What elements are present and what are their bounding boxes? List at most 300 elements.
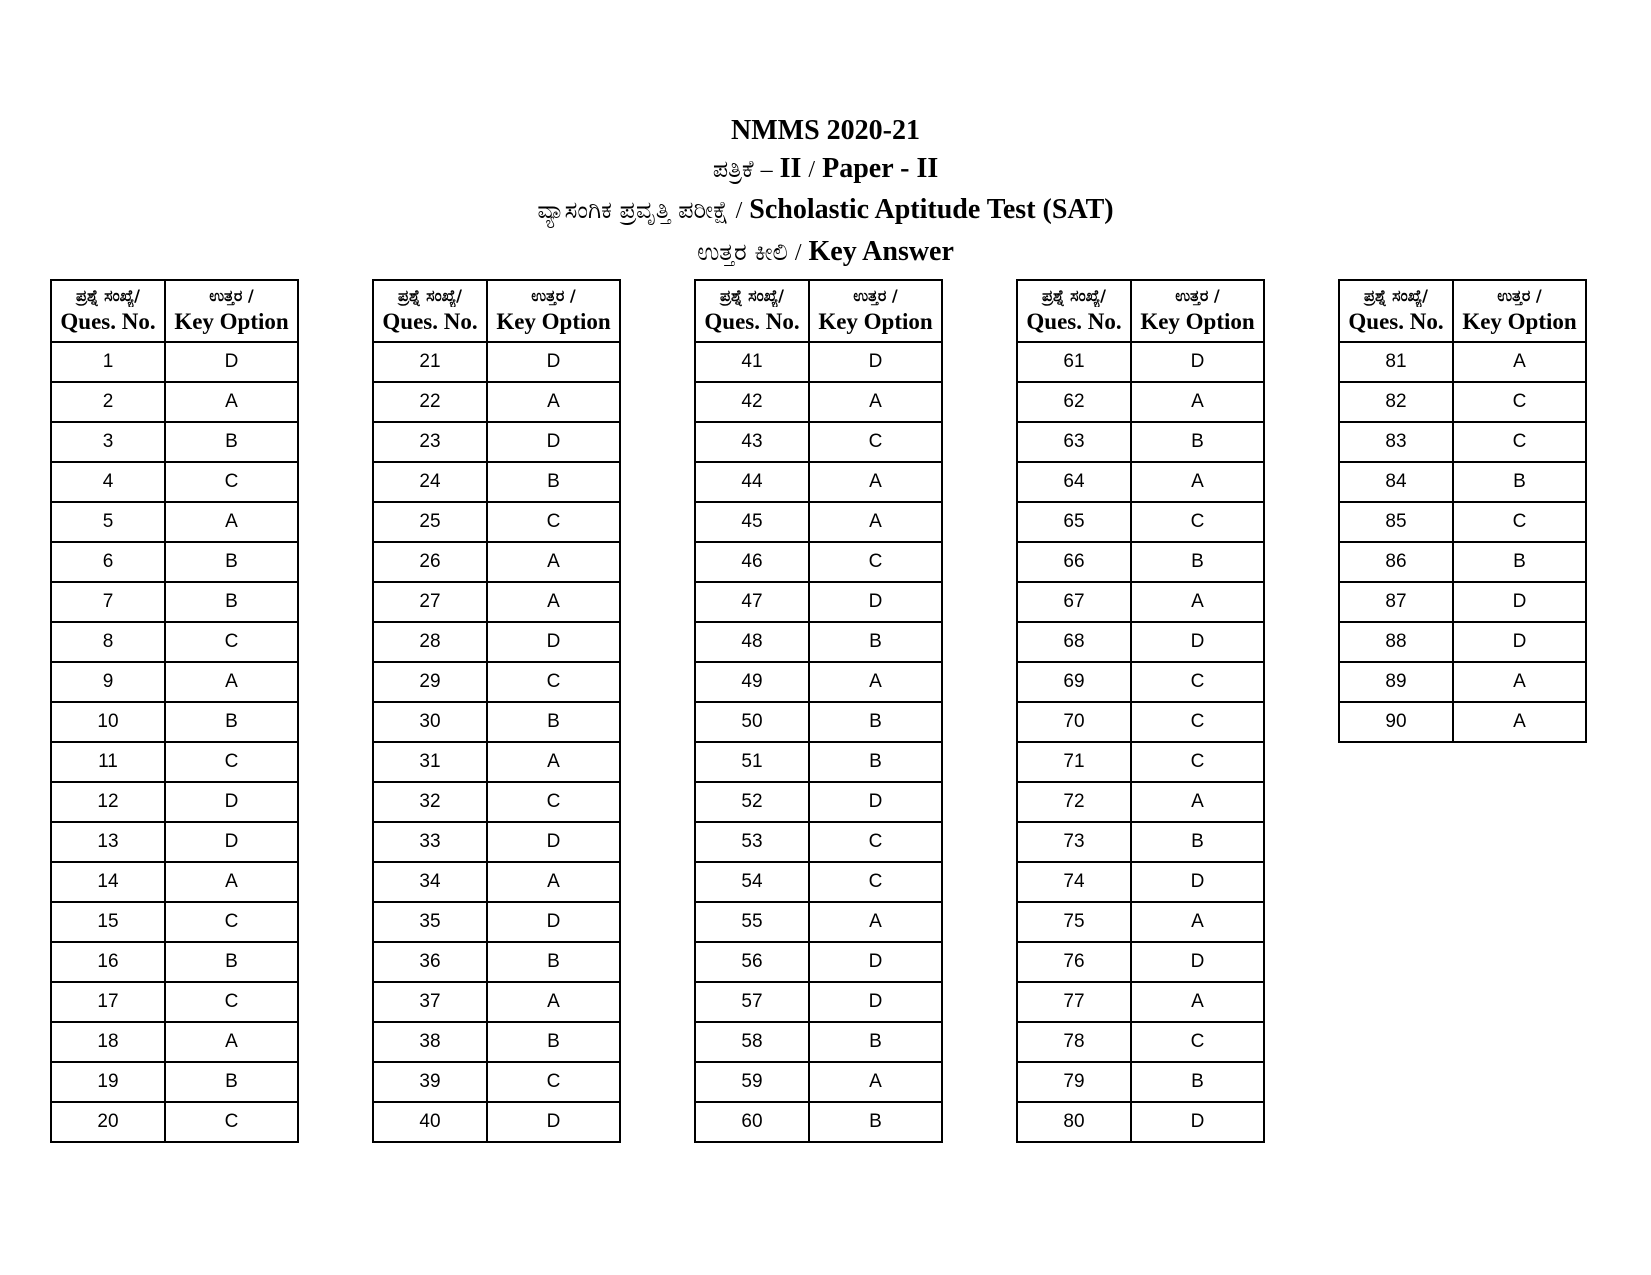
question-number-cell: 40 bbox=[373, 1102, 487, 1142]
question-number-cell: 79 bbox=[1017, 1062, 1131, 1102]
key-option-cell: C bbox=[487, 662, 620, 702]
question-number-cell: 36 bbox=[373, 942, 487, 982]
table-row bbox=[695, 1102, 942, 1142]
question-number-cell: 88 bbox=[1339, 622, 1453, 662]
key-option-cell: A bbox=[487, 862, 620, 902]
table-row bbox=[373, 1102, 620, 1142]
table-row bbox=[373, 582, 620, 622]
table-row bbox=[51, 862, 298, 902]
table-row bbox=[1339, 582, 1586, 622]
table-row bbox=[1017, 942, 1264, 982]
key-option-cell: D bbox=[1131, 942, 1264, 982]
table-row bbox=[373, 542, 620, 582]
key-option-cell: A bbox=[1453, 342, 1586, 382]
table-row bbox=[373, 862, 620, 902]
key-option-cell: A bbox=[165, 382, 298, 422]
question-number-cell: 4 bbox=[51, 462, 165, 502]
question-number-cell: 24 bbox=[373, 462, 487, 502]
key-option-cell: B bbox=[1131, 422, 1264, 462]
test-title-kannada: ವ್ಯಾಸಂಗಿಕ ಪ್ರವೃತ್ತಿ ಪರೀಕ್ಷೆ bbox=[537, 196, 729, 224]
question-number-cell: 49 bbox=[695, 662, 809, 702]
question-number-cell: 18 bbox=[51, 1022, 165, 1062]
table-row bbox=[1017, 862, 1264, 902]
question-number-cell: 25 bbox=[373, 502, 487, 542]
key-title-separator: / bbox=[794, 240, 802, 266]
key-option-header-kannada: ಉತ್ತರ / bbox=[1175, 286, 1220, 305]
table-row bbox=[1339, 542, 1586, 582]
question-number-cell: 26 bbox=[373, 542, 487, 582]
table-header-row bbox=[373, 280, 620, 342]
key-option-cell: B bbox=[487, 462, 620, 502]
key-option-cell: A bbox=[1453, 702, 1586, 742]
table-row bbox=[695, 342, 942, 382]
question-number-header-kannada: ಪ್ರಶ್ನೆ ಸಂಖ್ಯೆ/ bbox=[397, 286, 463, 305]
table-row bbox=[1339, 462, 1586, 502]
answer-table-5 bbox=[1338, 279, 1587, 743]
question-number-cell: 47 bbox=[695, 582, 809, 622]
question-number-cell: 69 bbox=[1017, 662, 1131, 702]
question-number-cell: 3 bbox=[51, 422, 165, 462]
key-option-cell: B bbox=[809, 622, 942, 662]
question-number-cell: 50 bbox=[695, 702, 809, 742]
table-row bbox=[373, 1022, 620, 1062]
table-row bbox=[373, 982, 620, 1022]
key-option-header-kannada: ಉತ್ತರ / bbox=[1497, 286, 1542, 305]
key-option-cell: D bbox=[1131, 862, 1264, 902]
table-row bbox=[695, 382, 942, 422]
question-number-cell: 77 bbox=[1017, 982, 1131, 1022]
key-option-cell: A bbox=[1131, 582, 1264, 622]
key-option-cell: A bbox=[1131, 902, 1264, 942]
question-number-cell: 28 bbox=[373, 622, 487, 662]
question-number-cell: 68 bbox=[1017, 622, 1131, 662]
question-number-cell: 87 bbox=[1339, 582, 1453, 622]
key-option-cell: B bbox=[1453, 542, 1586, 582]
key-option-cell: D bbox=[809, 942, 942, 982]
key-title-kannada: ಉತ್ತರ ಕೀಲಿ bbox=[697, 238, 788, 266]
question-number-cell: 54 bbox=[695, 862, 809, 902]
question-number-cell: 8 bbox=[51, 622, 165, 662]
question-number-cell: 1 bbox=[51, 342, 165, 382]
key-option-cell: A bbox=[809, 382, 942, 422]
key-option-cell: C bbox=[487, 502, 620, 542]
question-number-cell: 76 bbox=[1017, 942, 1131, 982]
table-row bbox=[373, 382, 620, 422]
key-option-cell: A bbox=[165, 662, 298, 702]
question-number-cell: 80 bbox=[1017, 1102, 1131, 1142]
table-row bbox=[373, 622, 620, 662]
key-option-cell: A bbox=[809, 502, 942, 542]
question-number-header-english: Ques. No. bbox=[60, 309, 156, 334]
table-row bbox=[1017, 422, 1264, 462]
question-number-cell: 7 bbox=[51, 582, 165, 622]
key-option-cell: D bbox=[487, 902, 620, 942]
table-row bbox=[373, 662, 620, 702]
question-number-cell: 82 bbox=[1339, 382, 1453, 422]
key-option-cell: A bbox=[1131, 982, 1264, 1022]
table-row bbox=[1339, 342, 1586, 382]
table-row bbox=[51, 502, 298, 542]
question-number-cell: 90 bbox=[1339, 702, 1453, 742]
table-row bbox=[695, 1022, 942, 1062]
table-row bbox=[695, 542, 942, 582]
table-header-row bbox=[1339, 280, 1586, 342]
table-row bbox=[51, 582, 298, 622]
question-number-cell: 74 bbox=[1017, 862, 1131, 902]
key-option-cell: C bbox=[165, 742, 298, 782]
key-option-header-kannada: ಉತ್ತರ / bbox=[531, 286, 576, 305]
table-row bbox=[1017, 582, 1264, 622]
key-option-cell: B bbox=[1131, 1062, 1264, 1102]
key-option-cell: C bbox=[487, 782, 620, 822]
question-number-cell: 65 bbox=[1017, 502, 1131, 542]
key-option-cell: B bbox=[1131, 822, 1264, 862]
table-row bbox=[1017, 1102, 1264, 1142]
question-number-cell: 66 bbox=[1017, 542, 1131, 582]
key-option-header bbox=[809, 280, 942, 342]
key-option-cell: C bbox=[1453, 422, 1586, 462]
question-number-cell: 32 bbox=[373, 782, 487, 822]
key-option-header-english: Key Option bbox=[818, 309, 933, 334]
paper-title bbox=[0, 150, 1651, 188]
key-title-english: Key Answer bbox=[808, 236, 954, 267]
table-header-row bbox=[51, 280, 298, 342]
key-option-cell: C bbox=[1131, 1022, 1264, 1062]
question-number-cell: 38 bbox=[373, 1022, 487, 1062]
key-option-cell: A bbox=[487, 742, 620, 782]
table-row bbox=[695, 502, 942, 542]
key-option-cell: B bbox=[1453, 462, 1586, 502]
key-option-cell: D bbox=[809, 782, 942, 822]
table-row bbox=[51, 622, 298, 662]
table-row bbox=[51, 942, 298, 982]
question-number-header bbox=[51, 280, 165, 342]
question-number-header-english: Ques. No. bbox=[382, 309, 478, 334]
question-number-cell: 81 bbox=[1339, 342, 1453, 382]
key-option-cell: D bbox=[165, 342, 298, 382]
question-number-cell: 70 bbox=[1017, 702, 1131, 742]
table-row bbox=[373, 782, 620, 822]
key-option-header bbox=[487, 280, 620, 342]
question-number-cell: 14 bbox=[51, 862, 165, 902]
table-row bbox=[373, 902, 620, 942]
test-title-separator: / bbox=[735, 198, 743, 224]
key-option-cell: D bbox=[809, 982, 942, 1022]
key-option-cell: B bbox=[165, 942, 298, 982]
question-number-header-english: Ques. No. bbox=[1026, 309, 1122, 334]
key-option-header bbox=[165, 280, 298, 342]
question-number-cell: 64 bbox=[1017, 462, 1131, 502]
question-number-header-kannada: ಪ್ರಶ್ನೆ ಸಂಖ್ಯೆ/ bbox=[75, 286, 141, 305]
question-number-cell: 58 bbox=[695, 1022, 809, 1062]
key-option-cell: D bbox=[487, 822, 620, 862]
key-option-cell: D bbox=[1453, 622, 1586, 662]
question-number-cell: 61 bbox=[1017, 342, 1131, 382]
question-number-cell: 73 bbox=[1017, 822, 1131, 862]
key-option-cell: D bbox=[165, 822, 298, 862]
key-option-cell: A bbox=[1131, 382, 1264, 422]
key-option-header-english: Key Option bbox=[496, 309, 611, 334]
table-row bbox=[1339, 622, 1586, 662]
table-row bbox=[695, 782, 942, 822]
table-row bbox=[51, 982, 298, 1022]
key-option-header-english: Key Option bbox=[1140, 309, 1255, 334]
table-row bbox=[695, 582, 942, 622]
key-option-header bbox=[1131, 280, 1264, 342]
key-option-cell: A bbox=[487, 582, 620, 622]
exam-title: NMMS 2020-21 bbox=[731, 115, 920, 146]
answer-table-1 bbox=[50, 279, 299, 1143]
question-number-header-english: Ques. No. bbox=[1348, 309, 1444, 334]
question-number-cell: 75 bbox=[1017, 902, 1131, 942]
table-row bbox=[373, 502, 620, 542]
key-option-cell: C bbox=[165, 902, 298, 942]
table-row bbox=[695, 862, 942, 902]
test-title-english: Scholastic Aptitude Test (SAT) bbox=[749, 194, 1114, 225]
question-number-cell: 86 bbox=[1339, 542, 1453, 582]
key-option-cell: B bbox=[809, 702, 942, 742]
table-row bbox=[1017, 622, 1264, 662]
key-option-cell: D bbox=[487, 1102, 620, 1142]
question-number-cell: 89 bbox=[1339, 662, 1453, 702]
key-option-cell: D bbox=[487, 622, 620, 662]
table-row bbox=[1017, 462, 1264, 502]
question-number-cell: 85 bbox=[1339, 502, 1453, 542]
answer-table-3 bbox=[694, 279, 943, 1143]
key-option-cell: C bbox=[165, 982, 298, 1022]
question-number-cell: 62 bbox=[1017, 382, 1131, 422]
table-row bbox=[373, 462, 620, 502]
key-option-cell: D bbox=[165, 782, 298, 822]
table-row bbox=[51, 822, 298, 862]
question-number-header-kannada: ಪ್ರಶ್ನೆ ಸಂಖ್ಯೆ/ bbox=[719, 286, 785, 305]
table-row bbox=[695, 822, 942, 862]
question-number-cell: 21 bbox=[373, 342, 487, 382]
key-title bbox=[0, 232, 1651, 272]
document-header bbox=[0, 112, 1651, 272]
question-number-header bbox=[373, 280, 487, 342]
table-row bbox=[373, 702, 620, 742]
key-option-cell: B bbox=[487, 702, 620, 742]
key-option-cell: C bbox=[1453, 502, 1586, 542]
table-row bbox=[695, 462, 942, 502]
question-number-cell: 12 bbox=[51, 782, 165, 822]
key-option-cell: D bbox=[1131, 622, 1264, 662]
key-option-cell: B bbox=[165, 702, 298, 742]
key-option-cell: C bbox=[165, 622, 298, 662]
question-number-cell: 17 bbox=[51, 982, 165, 1022]
table-row bbox=[373, 1062, 620, 1102]
question-number-cell: 31 bbox=[373, 742, 487, 782]
question-number-cell: 27 bbox=[373, 582, 487, 622]
table-row bbox=[695, 942, 942, 982]
key-option-cell: A bbox=[1131, 782, 1264, 822]
table-row bbox=[1339, 502, 1586, 542]
table-row bbox=[51, 342, 298, 382]
key-option-cell: B bbox=[165, 422, 298, 462]
key-option-cell: C bbox=[1131, 702, 1264, 742]
paper-title-separator: / bbox=[808, 157, 816, 183]
paper-title-dash: – bbox=[760, 157, 773, 183]
table-row bbox=[1339, 662, 1586, 702]
table-row bbox=[51, 662, 298, 702]
table-row bbox=[373, 422, 620, 462]
question-number-cell: 9 bbox=[51, 662, 165, 702]
table-row bbox=[695, 982, 942, 1022]
table-row bbox=[51, 1022, 298, 1062]
key-option-cell: A bbox=[809, 462, 942, 502]
question-number-cell: 19 bbox=[51, 1062, 165, 1102]
key-option-cell: A bbox=[1453, 662, 1586, 702]
key-option-header-english: Key Option bbox=[174, 309, 289, 334]
key-option-cell: C bbox=[809, 542, 942, 582]
question-number-cell: 83 bbox=[1339, 422, 1453, 462]
table-row bbox=[1017, 502, 1264, 542]
question-number-cell: 34 bbox=[373, 862, 487, 902]
key-option-cell: D bbox=[809, 342, 942, 382]
question-number-cell: 11 bbox=[51, 742, 165, 782]
question-number-cell: 16 bbox=[51, 942, 165, 982]
key-option-header-english: Key Option bbox=[1462, 309, 1577, 334]
key-option-cell: C bbox=[487, 1062, 620, 1102]
question-number-cell: 41 bbox=[695, 342, 809, 382]
question-number-cell: 29 bbox=[373, 662, 487, 702]
question-number-header-kannada: ಪ್ರಶ್ನೆ ಸಂಖ್ಯೆ/ bbox=[1363, 286, 1429, 305]
table-row bbox=[51, 1062, 298, 1102]
key-option-cell: B bbox=[809, 1102, 942, 1142]
key-option-cell: A bbox=[809, 902, 942, 942]
question-number-cell: 37 bbox=[373, 982, 487, 1022]
question-number-cell: 56 bbox=[695, 942, 809, 982]
question-number-cell: 63 bbox=[1017, 422, 1131, 462]
key-option-cell: C bbox=[809, 422, 942, 462]
table-row bbox=[373, 942, 620, 982]
key-option-cell: D bbox=[1453, 582, 1586, 622]
table-row bbox=[1017, 542, 1264, 582]
key-option-cell: A bbox=[809, 662, 942, 702]
question-number-cell: 52 bbox=[695, 782, 809, 822]
table-row bbox=[51, 542, 298, 582]
key-option-cell: A bbox=[487, 982, 620, 1022]
paper-title-english: Paper - II bbox=[822, 153, 939, 184]
key-option-cell: B bbox=[809, 742, 942, 782]
key-option-cell: C bbox=[1131, 662, 1264, 702]
table-row bbox=[373, 742, 620, 782]
question-number-cell: 10 bbox=[51, 702, 165, 742]
table-header-row bbox=[695, 280, 942, 342]
key-option-cell: B bbox=[165, 1062, 298, 1102]
answer-table-2 bbox=[372, 279, 621, 1143]
table-row bbox=[1017, 782, 1264, 822]
table-row bbox=[695, 1062, 942, 1102]
table-row bbox=[695, 702, 942, 742]
question-number-cell: 78 bbox=[1017, 1022, 1131, 1062]
question-number-cell: 59 bbox=[695, 1062, 809, 1102]
table-row bbox=[51, 422, 298, 462]
question-number-cell: 30 bbox=[373, 702, 487, 742]
question-number-cell: 55 bbox=[695, 902, 809, 942]
question-number-cell: 72 bbox=[1017, 782, 1131, 822]
key-option-cell: C bbox=[809, 862, 942, 902]
question-number-cell: 48 bbox=[695, 622, 809, 662]
question-number-cell: 84 bbox=[1339, 462, 1453, 502]
key-option-cell: C bbox=[1131, 742, 1264, 782]
question-number-cell: 67 bbox=[1017, 582, 1131, 622]
table-row bbox=[51, 1102, 298, 1142]
question-number-cell: 60 bbox=[695, 1102, 809, 1142]
question-number-cell: 53 bbox=[695, 822, 809, 862]
key-option-cell: B bbox=[165, 542, 298, 582]
table-row bbox=[1017, 662, 1264, 702]
table-header-row bbox=[1017, 280, 1264, 342]
table-row bbox=[1017, 702, 1264, 742]
key-option-header bbox=[1453, 280, 1586, 342]
question-number-header bbox=[695, 280, 809, 342]
question-number-cell: 6 bbox=[51, 542, 165, 582]
key-option-cell: A bbox=[487, 542, 620, 582]
paper-title-kannada: ಪತ್ರಿಕೆ bbox=[712, 155, 754, 183]
question-number-cell: 2 bbox=[51, 382, 165, 422]
table-row bbox=[51, 382, 298, 422]
table-row bbox=[1339, 422, 1586, 462]
table-row bbox=[1339, 702, 1586, 742]
question-number-cell: 35 bbox=[373, 902, 487, 942]
question-number-cell: 20 bbox=[51, 1102, 165, 1142]
key-option-cell: D bbox=[1131, 342, 1264, 382]
table-row bbox=[1017, 822, 1264, 862]
question-number-cell: 45 bbox=[695, 502, 809, 542]
table-row bbox=[695, 662, 942, 702]
key-option-cell: C bbox=[165, 462, 298, 502]
question-number-header bbox=[1339, 280, 1453, 342]
question-number-cell: 71 bbox=[1017, 742, 1131, 782]
table-row bbox=[1339, 382, 1586, 422]
table-row bbox=[51, 782, 298, 822]
question-number-header-english: Ques. No. bbox=[704, 309, 800, 334]
table-row bbox=[1017, 1022, 1264, 1062]
table-row bbox=[695, 902, 942, 942]
table-row bbox=[695, 422, 942, 462]
table-row bbox=[695, 622, 942, 662]
key-option-cell: C bbox=[809, 822, 942, 862]
key-option-cell: D bbox=[809, 582, 942, 622]
key-option-cell: C bbox=[165, 1102, 298, 1142]
key-option-cell: B bbox=[809, 1022, 942, 1062]
question-number-cell: 44 bbox=[695, 462, 809, 502]
table-row bbox=[695, 742, 942, 782]
question-number-cell: 42 bbox=[695, 382, 809, 422]
key-option-header-kannada: ಉತ್ತರ / bbox=[853, 286, 898, 305]
question-number-cell: 23 bbox=[373, 422, 487, 462]
table-row bbox=[51, 742, 298, 782]
key-option-cell: B bbox=[165, 582, 298, 622]
question-number-cell: 57 bbox=[695, 982, 809, 1022]
table-row bbox=[1017, 342, 1264, 382]
table-row bbox=[1017, 382, 1264, 422]
table-row bbox=[1017, 982, 1264, 1022]
answer-table-4 bbox=[1016, 279, 1265, 1143]
question-number-cell: 39 bbox=[373, 1062, 487, 1102]
key-option-cell: A bbox=[1131, 462, 1264, 502]
key-option-cell: A bbox=[165, 502, 298, 542]
table-row bbox=[51, 462, 298, 502]
question-number-cell: 5 bbox=[51, 502, 165, 542]
key-option-cell: B bbox=[1131, 542, 1264, 582]
key-option-cell: B bbox=[487, 1022, 620, 1062]
question-number-header bbox=[1017, 280, 1131, 342]
key-option-cell: C bbox=[1453, 382, 1586, 422]
key-option-cell: A bbox=[809, 1062, 942, 1102]
